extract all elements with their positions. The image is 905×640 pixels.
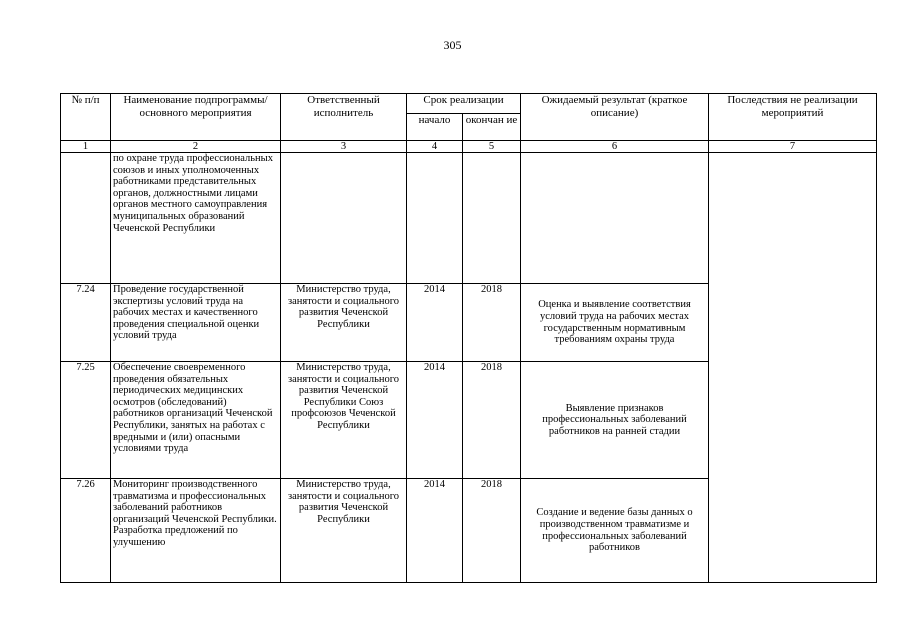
row-result bbox=[521, 153, 709, 284]
row-start: 2014 bbox=[407, 479, 463, 583]
page-number: 305 bbox=[443, 38, 462, 52]
row-number bbox=[61, 153, 111, 284]
row-result: Выявление признаков профессиональных заболеваний работников на ранней стадии bbox=[521, 362, 709, 479]
row-start: 2014 bbox=[407, 284, 463, 362]
column-number: 3 bbox=[281, 141, 407, 153]
row-responsible: Министерство труда, занятости и социального развития Чеченской Республики bbox=[281, 479, 407, 583]
row-name: Мониторинг производственного травматизма и профессиональных заболеваний работников организаций Чеченской Республики. Разработка предложений по улучшению bbox=[111, 479, 281, 583]
column-number: 6 bbox=[521, 141, 709, 153]
column-number: 1 bbox=[61, 141, 111, 153]
table-row bbox=[61, 153, 877, 284]
row-end: 2018 bbox=[463, 362, 521, 479]
column-number: 4 bbox=[407, 141, 463, 153]
header-name: Наименование подпрограммы/ основного мероприятия bbox=[111, 94, 281, 141]
header-end: окончан ие bbox=[463, 114, 521, 141]
row-name: Проведение государственной экспертизы условий труда на рабочих местах и качественного проведения специальной оценки условий труда bbox=[111, 284, 281, 362]
header-period: Срок реализации bbox=[407, 94, 521, 114]
row-responsible: Министерство труда, занятости и социального развития Чеченской Республики Союз профсоюзов Чеченской Республики bbox=[281, 362, 407, 479]
program-table bbox=[60, 93, 877, 583]
row-result: Оценка и выявление соответствия условий труда на рабочих местах государственным нормативным требованиям охраны труда bbox=[521, 284, 709, 362]
column-number: 5 bbox=[463, 141, 521, 153]
header-num: № п/п bbox=[61, 94, 111, 141]
header-responsible: Ответственный исполнитель bbox=[281, 94, 407, 141]
row-result: Создание и ведение базы данных о производственном травматизме и профессиональных заболеваний работников bbox=[521, 479, 709, 583]
header-consequences: Последствия не реализации мероприятий bbox=[709, 94, 877, 141]
row-responsible: Министерство труда, занятости и социального развития Чеченской Республики bbox=[281, 284, 407, 362]
row-end: 2018 bbox=[463, 479, 521, 583]
row-end bbox=[463, 153, 521, 284]
row-start bbox=[407, 153, 463, 284]
row-consequences bbox=[709, 153, 877, 583]
column-number: 7 bbox=[709, 141, 877, 153]
row-name: Обеспечение своевременного проведения обязательных периодических медицинских осмотров (обследований) работников организаций Чеченской Республики, занятых на работах с вредными и (или) опасными условиями труда bbox=[111, 362, 281, 479]
column-number: 2 bbox=[111, 141, 281, 153]
row-number: 7.25 bbox=[61, 362, 111, 479]
header-start: начало bbox=[407, 114, 463, 141]
row-name: по охране труда профессиональных союзов и иных уполномоченных работниками представительных органов, должностными лицами органов местного самоуправления муниципальных образований Чеченской Республики bbox=[111, 153, 281, 284]
header-result: Ожидаемый результат (краткое описание) bbox=[521, 94, 709, 141]
row-end: 2018 bbox=[463, 284, 521, 362]
row-responsible bbox=[281, 153, 407, 284]
row-number: 7.24 bbox=[61, 284, 111, 362]
row-number: 7.26 bbox=[61, 479, 111, 583]
row-start: 2014 bbox=[407, 362, 463, 479]
